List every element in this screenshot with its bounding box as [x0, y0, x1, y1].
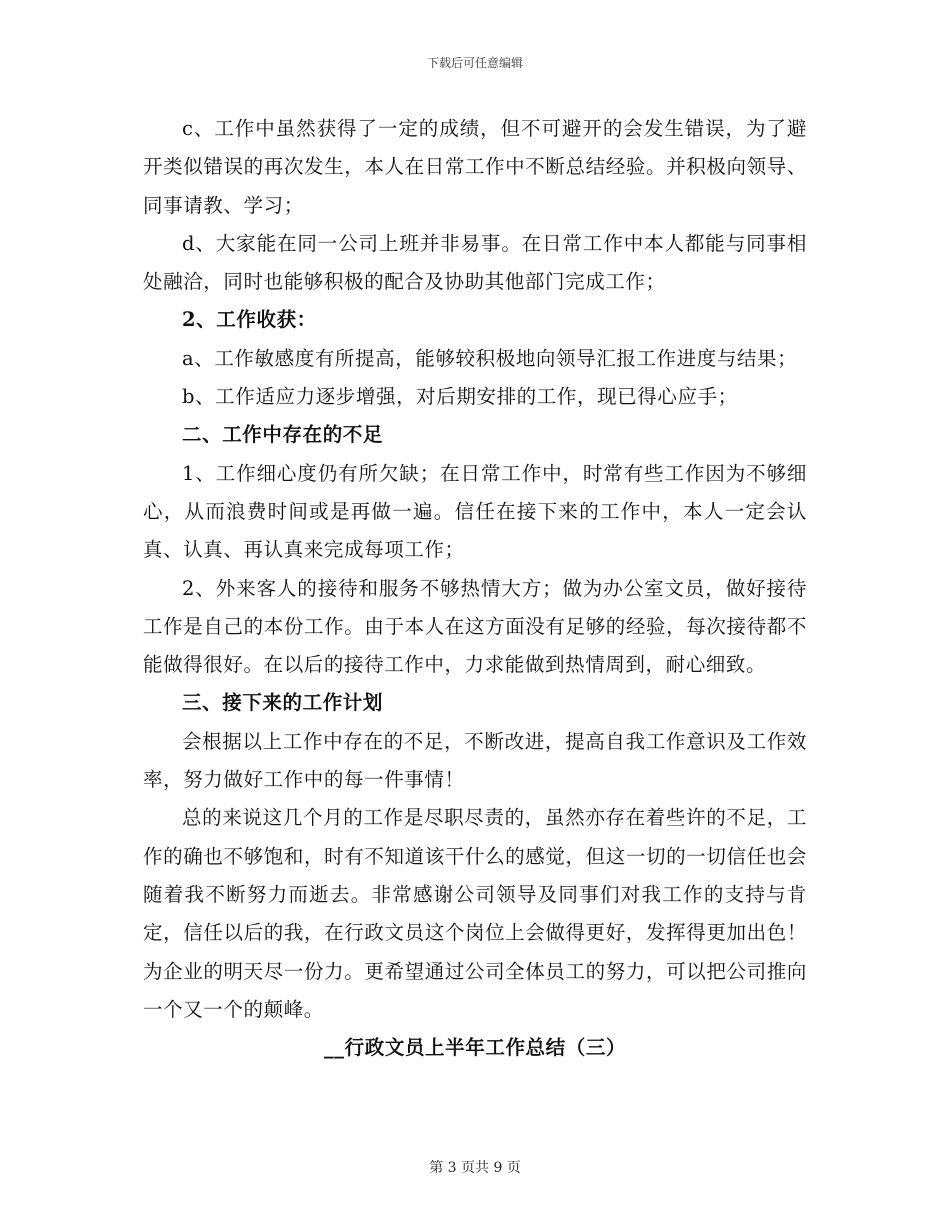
paragraph-item-c: c、工作中虽然获得了一定的成绩，但不可避开的会发生错误，为了避开类似错误的再次发生，本人在日常工作中不断总结经验。并积极向领导、同事请教、学习；	[143, 117, 807, 217]
paragraph-summary: 总的来说这几个月的工作是尽职尽责的，虽然亦存在着些许的不足，工作的确也不够饱和，时有不知道该干什么的感觉，但这一切的一切信任也会随着我不断努力而逝去。非常感谢公司领导及同事们对我工作的支持与肯定，信任以后的我，在行政文员这个岗位上会做得更好，发挥得更加出色！为企业的明天尽一份力。更希望通过公司全体员工的努力，可以把公司推向一个又一个的颠峰。	[143, 806, 807, 1021]
paragraph-item-d: d、大家能在同一公司上班并非易事。在日常工作中本人都能与同事相处融洽，同时也能够积极的配合及协助其他部门完成工作；	[143, 231, 807, 294]
paragraph-item-1: 1、工作细心度仍有所欠缺；在日常工作中，时常有些工作因为不够细心，从而浪费时间或是再做一遍。信任在接下来的工作中，本人一定会认真、认真、再认真来完成每项工作；	[143, 461, 807, 562]
paragraph-item-b: b、工作适应力逐步增强，对后期安排的工作，现已得心应手；	[182, 385, 738, 409]
document-body	[143, 110, 807, 1067]
page-header: 下载后可任意编辑	[426, 56, 523, 70]
next-document-title: __行政文员上半年工作总结（三）	[323, 1036, 627, 1060]
page-number: 第 3 页共 9 页	[429, 1160, 521, 1176]
paragraph-plan: 会根据以上工作中存在的不足，不断改进，提高自我工作意识及工作效率，努力做好工作中的每一件事情！	[143, 729, 807, 792]
paragraph-item-a: a、工作敏感度有所提高，能够较积极地向领导汇报工作进度与结果；	[182, 346, 798, 370]
section-heading-shortcomings: 二、工作中存在的不足	[182, 423, 384, 447]
section-heading-gains: 2、工作收获：	[182, 308, 317, 332]
section-heading-plan: 三、接下来的工作计划	[182, 691, 384, 715]
paragraph-item-2: 2、外来客人的接待和服务不够热情大方；做为办公室文员，做好接待工作是自己的本份工作。由于本人在这方面没有足够的经验，每次接待都不能做得很好。在以后的接待工作中，力求能做到热情周到，耐心细致。	[143, 576, 807, 677]
